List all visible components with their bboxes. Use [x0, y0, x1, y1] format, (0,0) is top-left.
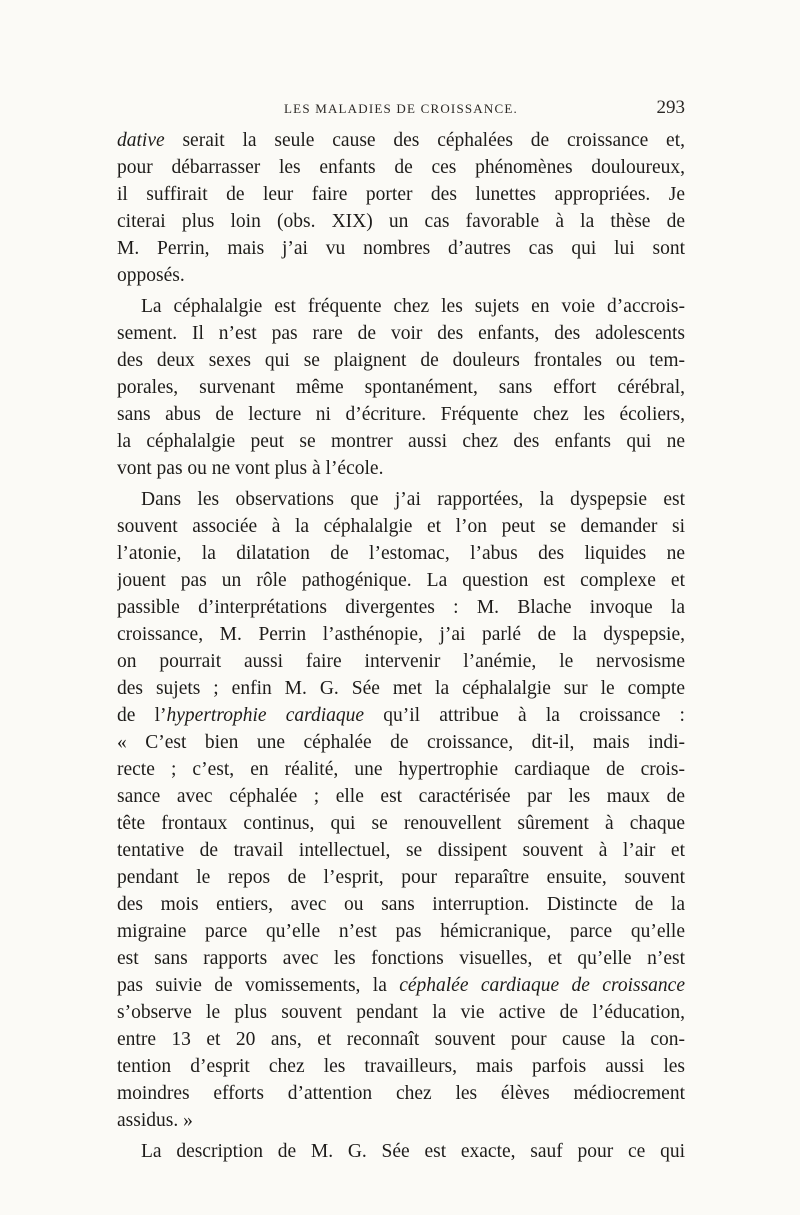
text-line: moindres efforts d’attention chez les élèves médiocrement [117, 1083, 685, 1104]
text-line: des mois entiers, avec ou sans interruption. Distincte de la [117, 894, 685, 915]
italic-phrase: hypertrophie cardiaque [166, 705, 365, 726]
text-line: on pourrait aussi faire intervenir l’anémie, le nervosisme [117, 651, 685, 672]
text-line: il suffirait de leur faire porter des lunettes appropriées. Je [117, 184, 685, 205]
text-line: tention d’esprit chez les travailleurs, mais parfois aussi les [117, 1056, 685, 1077]
text-line: entre 13 et 20 ans, et reconnaît souvent pour cause la con- [117, 1029, 685, 1050]
text-line: passible d’interprétations divergentes : M. Blache invoque la [117, 597, 685, 618]
text-line: La description de M. G. Sée est exacte, sauf pour ce qui [141, 1141, 685, 1162]
text-line: souvent associée à la céphalalgie et l’on peut se demander si [117, 516, 685, 537]
text-line: tête frontaux continus, qui se renouvellent sûrement à chaque [117, 813, 685, 834]
running-header [117, 97, 685, 121]
text-line: vont pas ou ne vont plus à l’école. [117, 458, 384, 479]
text-line: citerai plus loin (obs. XIX) un cas favorable à la thèse de [117, 211, 685, 232]
text-line: La céphalalgie est fréquente chez les sujets en voie d’accrois- [141, 296, 685, 317]
text-line: pas suivie de vomissements, la céphalée cardiaque de croissance [117, 975, 685, 996]
page-number: 293 [656, 97, 685, 118]
text-line: opposés. [117, 265, 185, 286]
text-line: migraine parce qu’elle n’est pas hémicranique, parce qu’elle [117, 921, 685, 942]
text-line: Dans les observations que j’ai rapportées, la dyspepsie est [141, 489, 685, 510]
italic-phrase: céphalée cardiaque de croissance [399, 975, 685, 996]
text-line: croissance, M. Perrin l’asthénopie, j’ai parlé de la dyspepsie, [117, 624, 685, 645]
text-line: « C’est bien une céphalée de croissance, dit-il, mais indi- [117, 732, 685, 753]
text-line: est sans rapports avec les fonctions visuelles, et qu’elle n’est [117, 948, 685, 969]
text-line: assidus. » [117, 1110, 193, 1131]
text-line: de l’hypertrophie cardiaque qu’il attribue à la croissance : [117, 705, 685, 726]
text-line: l’atonie, la dilatation de l’estomac, l’abus des liquides ne [117, 543, 685, 564]
text-line: la céphalalgie peut se montrer aussi chez des enfants qui ne [117, 431, 685, 452]
text-line: dative serait la seule cause des céphalées de croissance et, [117, 130, 685, 151]
body-text [117, 127, 685, 1165]
text-line: sans abus de lecture ni d’écriture. Fréquente chez les écoliers, [117, 404, 685, 425]
text-line: sement. Il n’est pas rare de voir des enfants, des adolescents [117, 323, 685, 344]
italic-word: dative [117, 130, 165, 151]
text-line: porales, survenant même spontanément, sans effort cérébral, [117, 377, 685, 398]
text-line: des sujets ; enfin M. G. Sée met la céphalalgie sur le compte [117, 678, 685, 699]
text-line: jouent pas un rôle pathogénique. La question est complexe et [117, 570, 685, 591]
text-line: M. Perrin, mais j’ai vu nombres d’autres cas qui lui sont [117, 238, 685, 259]
text-line: sance avec céphalée ; elle est caractérisée par les maux de [117, 786, 685, 807]
text-line: s’observe le plus souvent pendant la vie active de l’éducation, [117, 1002, 685, 1023]
text-line: recte ; c’est, en réalité, une hypertrophie cardiaque de crois- [117, 759, 685, 780]
text-line: tentative de travail intellectuel, se dissipent souvent à l’air et [117, 840, 685, 861]
text-line: des deux sexes qui se plaignent de douleurs frontales ou tem- [117, 350, 685, 371]
text-line: pour débarrasser les enfants de ces phénomènes douloureux, [117, 157, 685, 178]
text-line: pendant le repos de l’esprit, pour reparaître ensuite, souvent [117, 867, 685, 888]
running-title: LES MALADIES DE CROISSANCE. [284, 101, 518, 116]
